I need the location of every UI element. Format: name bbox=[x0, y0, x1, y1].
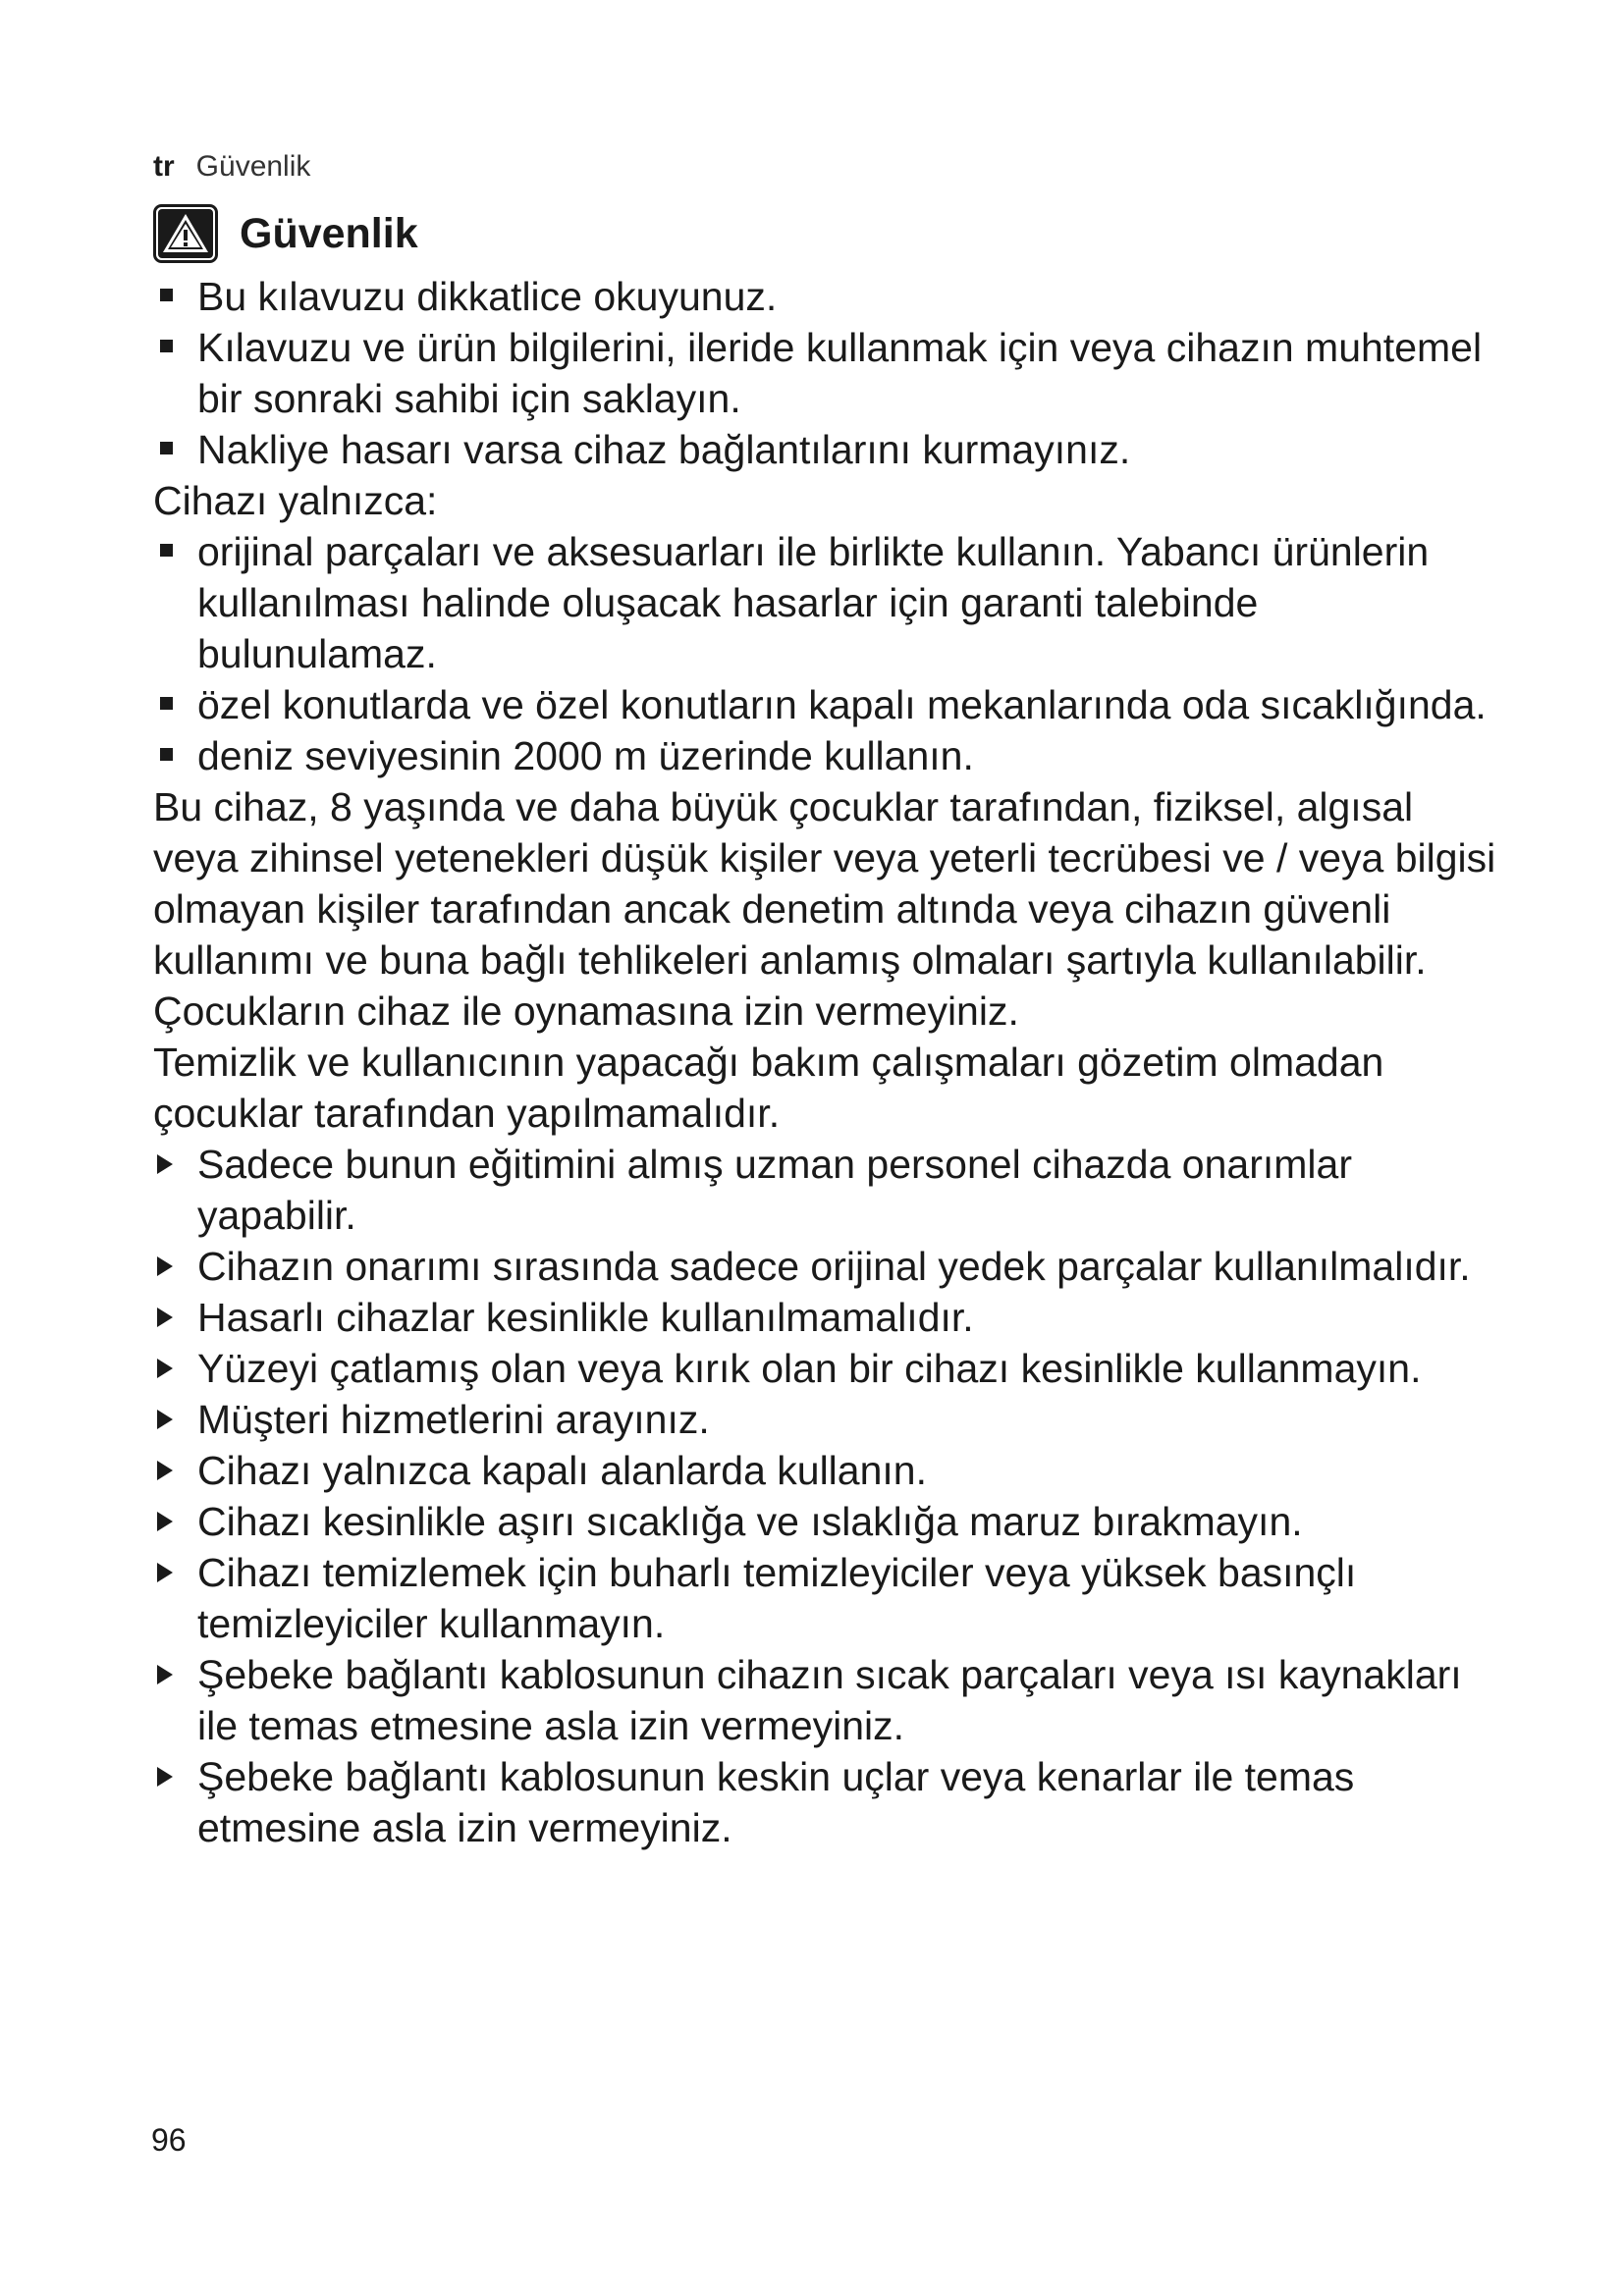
instruction-list bbox=[153, 1139, 1508, 1853]
triangle-bullet-icon bbox=[157, 1665, 173, 1684]
instruction-item: Yüzeyi çatlamış olan veya kırık olan bir cihazı kesinlikle kullanmayın. bbox=[153, 1343, 1508, 1394]
list-item: Bu kılavuzu dikkatlice okuyunuz. bbox=[153, 271, 1508, 322]
list-item: Nakliye hasarı varsa cihaz bağlantılarını kurmayınız. bbox=[153, 424, 1508, 475]
paragraph-children-play: Çocukların cihaz ile oynamasına izin vermeyiniz. bbox=[153, 988, 1019, 1034]
triangle-bullet-icon bbox=[157, 1461, 173, 1480]
instruction-item: Şebeke bağlantı kablosunun cihazın sıcak parçaları veya ısı kaynakları ile temas etmesine asla izin vermeyiniz. bbox=[153, 1649, 1508, 1751]
only-list bbox=[153, 526, 1508, 781]
intro-list bbox=[153, 271, 1508, 475]
square-bullet-icon bbox=[160, 340, 173, 352]
section-title-row bbox=[153, 204, 1508, 263]
running-header-section: Güvenlik bbox=[195, 150, 311, 183]
page-content bbox=[153, 147, 1508, 1853]
instruction-item: Cihazı kesinlikle aşırı sıcaklığa ve ıslaklığa maruz bırakmayın. bbox=[153, 1496, 1508, 1547]
running-header bbox=[153, 147, 1508, 187]
page-number: 96 bbox=[151, 2122, 187, 2158]
square-bullet-icon bbox=[160, 289, 173, 301]
square-bullet-icon bbox=[160, 442, 173, 454]
triangle-bullet-icon bbox=[157, 1767, 173, 1787]
triangle-bullet-icon bbox=[157, 1410, 173, 1429]
instruction-item: Müşteri hizmetlerini arayınız. bbox=[153, 1394, 1508, 1445]
section-title: Güvenlik bbox=[240, 210, 418, 257]
list-item: orijinal parçaları ve aksesuarları ile birlikte kullanın. Yabancı ürünlerin kullanılması halinde oluşacak hasarlar için garanti talebinde bulunulamaz. bbox=[153, 526, 1508, 679]
instruction-item: Hasarlı cihazlar kesinlikle kullanılmamalıdır. bbox=[153, 1292, 1508, 1343]
list-item: özel konutlarda ve özel konutların kapalı mekanlarında oda sıcaklığında. bbox=[153, 679, 1508, 730]
paragraph-age-notice: Bu cihaz, 8 yaşında ve daha büyük çocuklar tarafından, fiziksel, algısal veya zihinsel yetenekleri düşük kişiler veya yeterli tecrübesi ve / veya bilgisi olmayan kişiler tarafından ancak denetim altında veya cihazın güvenli kullanımı ve buna bağlı tehlikeleri anlamış olmaları şartıyla kullanılabilir. bbox=[153, 784, 1496, 983]
triangle-bullet-icon bbox=[157, 1308, 173, 1327]
list-item: deniz seviyesinin 2000 m üzerinde kullanın. bbox=[153, 730, 1508, 781]
square-bullet-icon bbox=[160, 697, 173, 710]
square-bullet-icon bbox=[160, 748, 173, 761]
triangle-bullet-icon bbox=[157, 1359, 173, 1378]
instruction-item: Cihazı temizlemek için buharlı temizleyiciler veya yüksek basınçlı temizleyiciler kullanmayın. bbox=[153, 1547, 1508, 1649]
instruction-item: Şebeke bağlantı kablosunun keskin uçlar veya kenarlar ile temas etmesine asla izin vermeyiniz. bbox=[153, 1751, 1508, 1853]
warning-icon bbox=[153, 204, 218, 263]
instruction-item: Cihazın onarımı sırasında sadece orijinal yedek parçalar kullanılmalıdır. bbox=[153, 1241, 1508, 1292]
triangle-bullet-icon bbox=[157, 1512, 173, 1531]
language-code: tr bbox=[153, 150, 175, 183]
triangle-bullet-icon bbox=[157, 1563, 173, 1582]
square-bullet-icon bbox=[160, 544, 173, 557]
paragraph-cleaning: Temizlik ve kullanıcının yapacağı bakım çalışmaları gözetim olmadan çocuklar tarafından yapılmamalıdır. bbox=[153, 1040, 1384, 1136]
triangle-bullet-icon bbox=[157, 1256, 173, 1276]
only-label: Cihazı yalnızca: bbox=[153, 478, 438, 523]
triangle-bullet-icon bbox=[157, 1154, 173, 1174]
instruction-item: Sadece bunun eğitimini almış uzman personel cihazda onarımlar yapabilir. bbox=[153, 1139, 1508, 1241]
list-item: Kılavuzu ve ürün bilgilerini, ileride kullanmak için veya cihazın muhtemel bir sonraki sahibi için saklayın. bbox=[153, 322, 1508, 424]
instruction-item: Cihazı yalnızca kapalı alanlarda kullanın. bbox=[153, 1445, 1508, 1496]
